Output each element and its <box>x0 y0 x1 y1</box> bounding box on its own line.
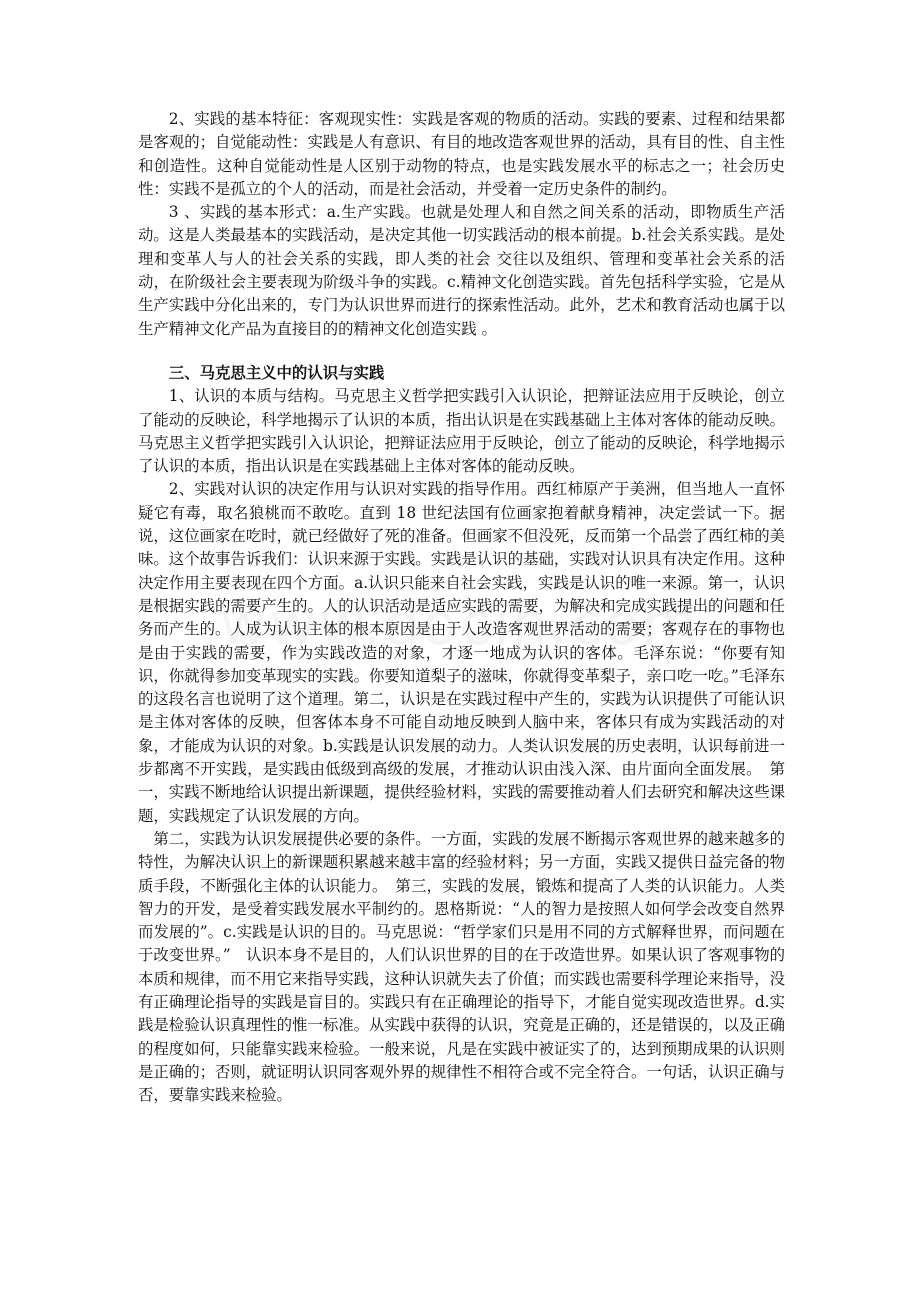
paragraph-practice-conditions: 第二，实践为认识发展提供必要的条件。一方面，实践的发展不断揭示客观世界的越来越多的特性，为解决认识上的新课题积累越来越丰富的经验材料；另一方面，实践又提供日益完备的物质手段，不断强化主体的认识能力。 第三，实践的发展，锻炼和提高了人类的认识能力。人类智力的开发，是受着实践发展水平制约的。恩格斯说：“人的智力是按照人如何学会改变自然界而发展的”。c.实践是认识的目的。马克思说：“哲学家们只是用不同的方式解释世界，而问题在于改变世界。” 认识本身不是目的，人们认识世界的目的在于改造世界。如果认识了客观事物的本质和规律，而不用它来指导实践，这种认识就失去了价值；而实践也需要科学理论来指导，没有正确理论指导的实践是盲目的。实践只有在正确理论的指导下，才能自觉实现改造世界。d.实践是检验认识真理性的惟一标准。从实践中获得的认识，究竟是正确的，还是错误的，以及正确的程度如何，只能靠实践来检验。一般来说，凡是在实践中被证实了的，达到预期成果的认识则是正确的；否则，就证明认识同客观外界的规律性不相符合或不完全符合。一句话，认识正确与否，要靠实践来检验。 <box>138 829 785 1105</box>
paragraph-cognition-nature: 1、认识的本质与结构。马克思主义哲学把实践引入认识论，把辩证法应用于反映论，创立了能动的反映论，科学地揭示了认识的本质，指出认识是在实践基础上主体对客体的能动反映。马克思主义哲学把实践引入认识论，把辩证法应用于反映论，创立了能动的反映论，科学地揭示了认识的本质，指出认识是在实践基础上主体对客体的能动反映。 <box>138 387 785 476</box>
paragraph-practice-decides-cognition: 2、实践对认识的决定作用与认识对实践的指导作用。西红柿原产于美洲，但当地人一直怀疑它有毒，取名狼桃而不敢吃。直到 18 世纪法国有位画家抱着献身精神，决定尝试一下。据说，这位画家在吃时，就已经做好了死的准备。但画家不但没死，反而第一个品尝了西红柿的美味。这个故事告诉我们：认识来源于实践。实践是认识的基础，实践对认识具有决定作用。这种决定作用主要表现在四个方面。a.认识只能来自社会实践，实践是认识的唯一来源。第一，认识是根据实践的需要产生的。人的认识活动是适应实践的需要，为解决和完成实践提出的问题和任务而产生的。人成为认识主体的根本原因是由于人改造客观世界活动的需要；客观存在的事物也是由于实践的需要，作为实践改造的对象，才逐一地成为认识的客体。毛泽东说：“你要有知识，你就得参加变革现实的实践。你要知道梨子的滋味，你就得变革梨子，亲口吃一吃。”毛泽东的这段名言也说明了这个道理。第二，认识是在实践过程中产生的，实践为认识提供了可能认识是主体对客体的反映，但客体本身不可能自动地反映到人脑中来，客体只有成为实践活动的对象，才能成为认识的对象。b.实践是认识发展的动力。人类认识发展的历史表明，认识每前进一步都离不开实践，是实践由低级到高级的发展，才推动认识由浅入深、由片面向全面发展。 第一，实践不断地给认识提出新课题，提供经验材料，实践的需要推动着人们去研究和解决这些课题，实践规定了认识发展的方向。 <box>138 480 785 825</box>
paragraph-practice-forms: 3 、实践的基本形式：a.生产实践。也就是处理人和自然之间关系的活动，即物质生产活动。这是人类最基本的实践活动，是决定其他一切实践活动的根本前提。b.社会关系实践。是处理和变革人与人的社会关系的实践，即人类的社会 交往以及组织、管理和变革社会关系的活动，在阶级社会主要表现为阶级斗争的实践。c.精神文化创造实践。首先包括科学实验，它是从生产实践中分化出来的，专门为认识世界而进行的探索性活动。此外，艺术和教育活动也属于以生产精神文化产品为直接目的的精神文化创造实践 。 <box>138 203 785 338</box>
document-body <box>138 108 785 1107</box>
section-heading: 三、马克思主义中的认识与实践 <box>168 363 385 382</box>
paragraph-practice-features: 2、实践的基本特征：客观现实性：实践是客观的物质的活动。实践的要素、过程和结果都是客观的；自觉能动性：实践是人有意识、有目的地改造客观世界的活动，具有目的性、自主性和创造性。这种自觉能动性是人区别于动物的特点，也是实践发展水平的标志之一；社会历史性：实践不是孤立的个人的活动，而是社会活动，并受着一定历史条件的制约。 <box>138 110 785 198</box>
